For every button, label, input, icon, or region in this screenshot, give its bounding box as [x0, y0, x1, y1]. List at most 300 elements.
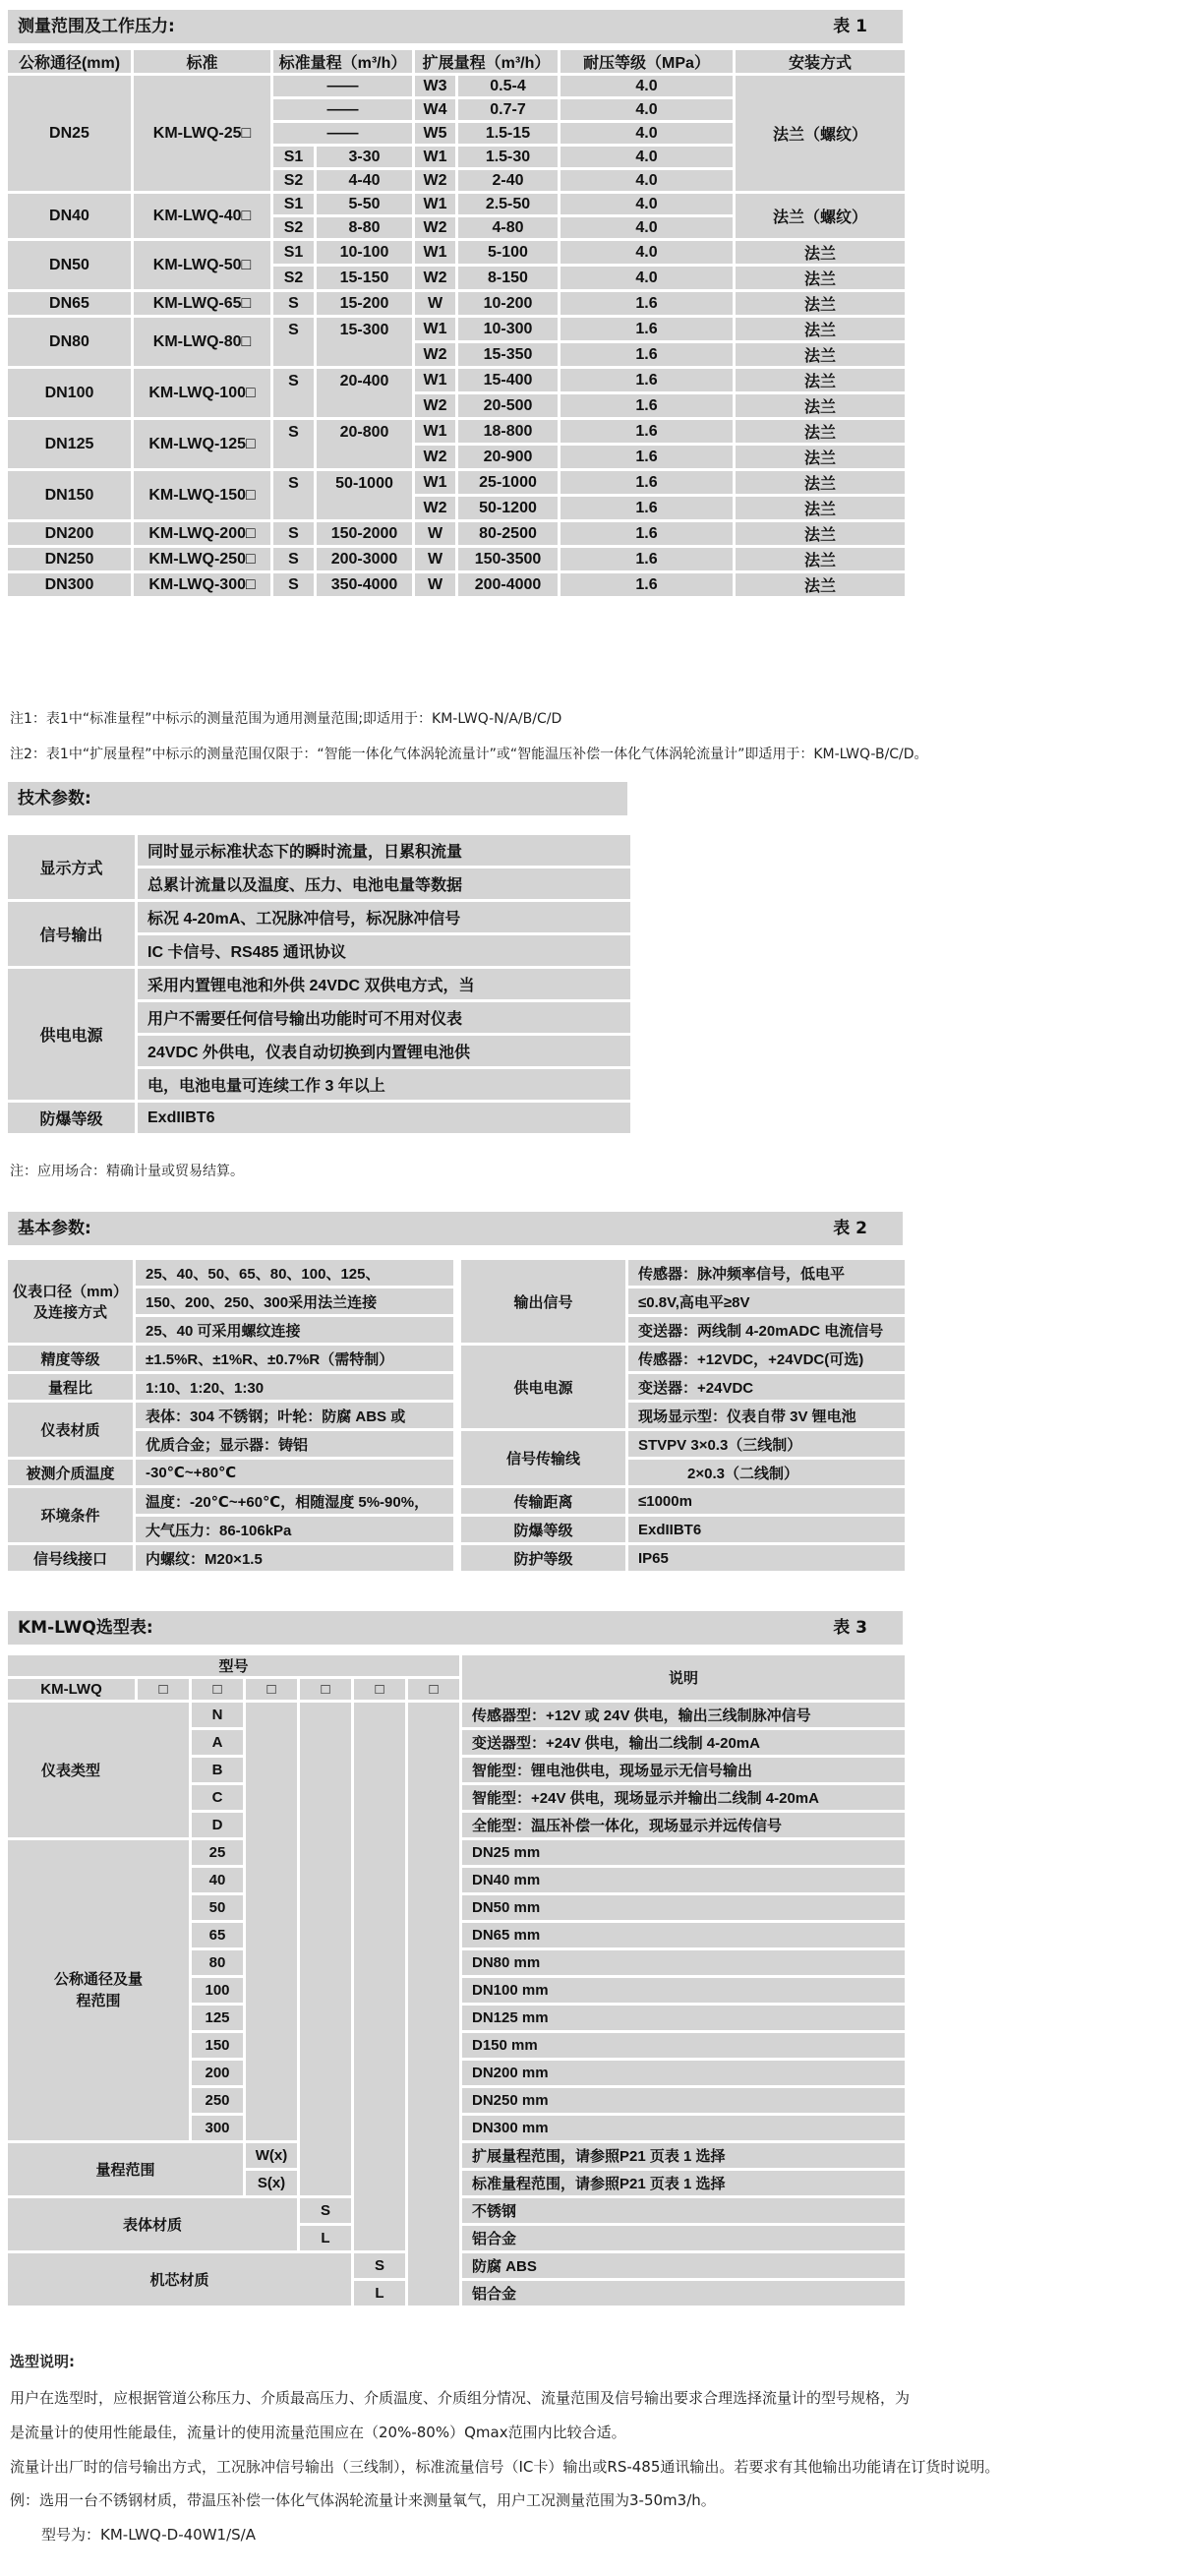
pressure-cell: 1.6 — [560, 291, 735, 317]
type-desc: 智能型：锂电池供电，现场显示无信号输出 — [461, 1757, 907, 1784]
param-value: 用户不需要任何信号输出功能时可不用对仪表 — [137, 1001, 632, 1035]
param-value: 标况 4-20mA、工况脉冲信号，标况脉冲信号 — [137, 901, 632, 934]
table-number: 表 3 — [833, 1618, 867, 1638]
dn-label — [7, 1839, 191, 2142]
param-label: 供电电源 — [7, 968, 137, 1102]
core-desc: 防腐 ABS — [461, 2252, 907, 2280]
model-cell: KM-LWQ-300□ — [133, 572, 272, 598]
param-label: 输出信号 — [460, 1259, 627, 1345]
ext-range-cell: 200-4000 — [457, 572, 560, 598]
ext-code-cell: W1 — [414, 193, 457, 216]
pressure-cell: 4.0 — [560, 146, 735, 169]
ext-range-cell: 5-100 — [457, 240, 560, 266]
code-box: □ — [245, 1678, 299, 1702]
table-row — [7, 521, 907, 547]
dn-desc: DN200 mm — [461, 2060, 907, 2087]
param-label: 防爆等级 — [460, 1516, 627, 1544]
section-title: 技术参数: — [18, 789, 91, 809]
pressure-cell: 1.6 — [560, 445, 735, 470]
ext-code-cell: W3 — [414, 75, 457, 98]
dn-desc: DN25 mm — [461, 1839, 907, 1867]
body-code: S — [299, 2197, 353, 2225]
install-cell: 法兰 — [735, 393, 907, 419]
table-row — [7, 291, 907, 317]
type-desc: 变送器型：+24V 供电，输出二线制 4-20mA — [461, 1729, 907, 1757]
range-desc: 扩展量程范围，请参照P21 页表 1 选择 — [461, 2142, 907, 2170]
std-range-cell: 350-4000 — [316, 572, 414, 598]
ext-code-cell: W1 — [414, 146, 457, 169]
param-value: 25、40、50、65、80、100、125、 — [135, 1259, 455, 1288]
section-title: 基本参数: — [18, 1219, 91, 1238]
ext-code-cell: W2 — [414, 266, 457, 291]
param-value: 现场显示型：仪表自带 3V 锂电池 — [627, 1402, 907, 1430]
param-value: 24VDC 外供电，仪表自动切换到内置锂电池供 — [137, 1035, 632, 1068]
std-range-cell: —— — [272, 98, 414, 122]
selection-paragraph: 用户在选型时，应根据管道公称压力、介质最高压力、介质温度、介质组分情况、流量范围及信号输出要求合理选择流量计的型号规格，为 — [10, 2389, 911, 2407]
std-range-cell: —— — [272, 75, 414, 98]
param-label: 信号输出 — [7, 901, 137, 968]
param-value: 传感器：+12VDC，+24VDC(可选) — [627, 1345, 907, 1373]
type-desc: 传感器型：+12V 或 24V 供电，输出三线制脉冲信号 — [461, 1702, 907, 1729]
pressure-cell: 1.6 — [560, 470, 735, 496]
section-title: 测量范围及工作压力: — [18, 17, 175, 36]
ext-code-cell: W1 — [414, 470, 457, 496]
ext-code-cell: W1 — [414, 419, 457, 445]
type-desc: 智能型：+24V 供电，现场显示并输出二线制 4-20mA — [461, 1784, 907, 1812]
ext-code-cell: W — [414, 547, 457, 572]
install-cell: 法兰 — [735, 342, 907, 368]
param-value: 150、200、250、300采用法兰连接 — [135, 1288, 455, 1316]
pressure-cell: 4.0 — [560, 193, 735, 216]
ext-range-cell: 1.5-30 — [457, 146, 560, 169]
selection-paragraph: 例：选用一台不锈钢材质，带温压补偿一体化气体涡轮流量计来测量氧气，用户工况测量范围为3-50m3/h。 — [10, 2491, 716, 2509]
model-cell: KM-LWQ-100□ — [133, 368, 272, 419]
dn-code: 65 — [191, 1922, 245, 1949]
std-range-cell: 8-80 — [316, 216, 414, 240]
ext-range-cell: 18-800 — [457, 419, 560, 445]
dn-code: 25 — [191, 1839, 245, 1867]
selection-paragraph: 流量计出厂时的信号输出方式，工况脉冲信号输出（三线制），标准流量信号（IC卡）输出或RS-485通讯输出。若要求有其他输出功能请在订货时说明。 — [10, 2458, 1000, 2476]
body-code: L — [299, 2225, 353, 2252]
std-code-cell: S — [272, 317, 316, 368]
table-row — [7, 1373, 455, 1402]
dn-code: 50 — [191, 1894, 245, 1922]
table-header-row — [7, 1654, 907, 1678]
std-code-cell: S2 — [272, 266, 316, 291]
install-cell: 法兰 — [735, 266, 907, 291]
desc-header: 说明 — [461, 1654, 907, 1702]
dn-code: 200 — [191, 2060, 245, 2087]
param-value: ExdIIBT6 — [627, 1516, 907, 1544]
dn-cell: DN80 — [7, 317, 133, 368]
application-note: 注：应用场合：精确计量或贸易结算。 — [10, 1164, 244, 1179]
table-row — [7, 1402, 455, 1430]
dn-desc: DN65 mm — [461, 1922, 907, 1949]
model-code: KM-LWQ — [7, 1678, 137, 1702]
param-label: 精度等级 — [7, 1345, 135, 1373]
install-cell: 法兰 — [735, 445, 907, 470]
std-code-cell: S2 — [272, 216, 316, 240]
code-box: □ — [353, 1678, 407, 1702]
table-row — [7, 317, 907, 342]
dn-desc: DN300 mm — [461, 2115, 907, 2142]
ext-code-cell: W2 — [414, 216, 457, 240]
pressure-cell: 1.6 — [560, 572, 735, 598]
install-cell: 法兰 — [735, 368, 907, 393]
selection-table — [5, 1652, 908, 2308]
ext-range-cell: 8-150 — [457, 266, 560, 291]
core-label: 机芯材质 — [7, 2252, 353, 2307]
param-label: 供电电源 — [460, 1345, 627, 1430]
table-row — [7, 240, 907, 266]
std-range-cell: —— — [272, 122, 414, 146]
pressure-cell: 4.0 — [560, 240, 735, 266]
ext-range-cell: 25-1000 — [457, 470, 560, 496]
table-row — [7, 1459, 455, 1487]
table-row — [460, 1544, 907, 1573]
pressure-cell: 4.0 — [560, 98, 735, 122]
std-range-cell: 150-2000 — [316, 521, 414, 547]
ext-code-cell: W5 — [414, 122, 457, 146]
dn-desc: DN40 mm — [461, 1867, 907, 1894]
dn-desc: DN250 mm — [461, 2087, 907, 2115]
pressure-cell: 1.6 — [560, 521, 735, 547]
model-cell: KM-LWQ-80□ — [133, 317, 272, 368]
param-value: 变送器：+24VDC — [627, 1373, 907, 1402]
section-header-basic-params — [8, 1212, 903, 1245]
ext-range-cell: 2-40 — [457, 169, 560, 193]
ext-code-cell: W — [414, 572, 457, 598]
install-cell: 法兰 — [735, 547, 907, 572]
dn-cell: DN100 — [7, 368, 133, 419]
section-title: KM-LWQ选型表: — [18, 1618, 153, 1638]
param-value: 1:10、1:20、1:30 — [135, 1373, 455, 1402]
dn-desc: DN125 mm — [461, 2005, 907, 2032]
install-cell: 法兰 — [735, 521, 907, 547]
std-range-cell: 15-300 — [316, 317, 414, 368]
param-value: 同时显示标准状态下的瞬时流量，日累积流量 — [137, 834, 632, 868]
type-desc: 全能型：温压补偿一体化，现场显示并远传信号 — [461, 1812, 907, 1839]
param-label: 被测介质温度 — [7, 1459, 135, 1487]
ext-range-cell: 15-400 — [457, 368, 560, 393]
code-box: □ — [407, 1678, 461, 1702]
body-label: 表体材质 — [7, 2197, 299, 2252]
std-range-cell: 3-30 — [316, 146, 414, 169]
param-value: 采用内置锂电池和外供 24VDC 双供电方式，当 — [137, 968, 632, 1001]
param-value: 传感器：脉冲频率信号，低电平 — [627, 1259, 907, 1288]
ext-range-cell: 10-200 — [457, 291, 560, 317]
table-row — [7, 193, 907, 216]
section-header-measure-range — [8, 10, 903, 43]
ext-range-cell: 10-300 — [457, 317, 560, 342]
type-code: A — [191, 1729, 245, 1757]
std-range-cell: 20-400 — [316, 368, 414, 419]
model-cell: KM-LWQ-50□ — [133, 240, 272, 291]
param-value: 大气压力：86-106kPa — [135, 1516, 455, 1544]
dn-cell: DN25 — [7, 75, 133, 193]
range-code: W(x) — [245, 2142, 299, 2170]
model-cell: KM-LWQ-250□ — [133, 547, 272, 572]
ext-code-cell: W1 — [414, 368, 457, 393]
param-value: IP65 — [627, 1544, 907, 1573]
range-label: 量程范围 — [7, 2142, 245, 2197]
install-cell: 法兰 — [735, 291, 907, 317]
core-code: L — [353, 2280, 407, 2307]
std-code-cell: S2 — [272, 169, 316, 193]
std-code-cell: S — [272, 521, 316, 547]
dn-cell: DN50 — [7, 240, 133, 291]
ext-range-cell: 0.5-4 — [457, 75, 560, 98]
ext-code-cell: W — [414, 291, 457, 317]
pressure-cell: 4.0 — [560, 122, 735, 146]
std-range-cell: 15-150 — [316, 266, 414, 291]
param-value: ±1.5%R、±1%R、±0.7%R（需特制） — [135, 1345, 455, 1373]
ext-code-cell: W — [414, 521, 457, 547]
note-2: 注2：表1中“扩展量程”中标示的测量范围仅限于：“智能一体化气体涡轮流量计”或“智能温压补偿一体化气体涡轮流量计”即适用于：KM-LWQ-B/C/D。 — [10, 747, 928, 762]
param-value: 内螺纹：M20×1.5 — [135, 1544, 455, 1573]
model-header: 型号 — [7, 1654, 461, 1678]
code-box: □ — [299, 1678, 353, 1702]
std-range-cell: 20-800 — [316, 419, 414, 470]
std-code-cell: S — [272, 547, 316, 572]
type-code: N — [191, 1702, 245, 1729]
param-value: ≤0.8V,高电平≥8V — [627, 1288, 907, 1316]
ext-code-cell: W1 — [414, 240, 457, 266]
std-range-cell: 15-200 — [316, 291, 414, 317]
table-row — [7, 1702, 907, 1729]
std-code-cell: S1 — [272, 146, 316, 169]
param-label: 信号线接口 — [7, 1544, 135, 1573]
table-row — [7, 1102, 632, 1135]
ext-range-cell: 20-500 — [457, 393, 560, 419]
param-label: 信号传输线 — [460, 1430, 627, 1487]
std-code-cell: S — [272, 419, 316, 470]
install-cell: 法兰 — [735, 496, 907, 521]
dn-code: 300 — [191, 2115, 245, 2142]
basic-params-right-table — [458, 1257, 908, 1574]
ext-range-cell: 150-3500 — [457, 547, 560, 572]
param-value: 优质合金；显示器：铸铝 — [135, 1430, 455, 1459]
param-value: -30℃~+80℃ — [135, 1459, 455, 1487]
ext-range-cell: 0.7-7 — [457, 98, 560, 122]
pressure-cell: 4.0 — [560, 216, 735, 240]
core-code: S — [353, 2252, 407, 2280]
dn-cell: DN250 — [7, 547, 133, 572]
table-number: 表 1 — [833, 17, 867, 36]
dn-cell: DN300 — [7, 572, 133, 598]
dn-code: 100 — [191, 1977, 245, 2005]
pressure-cell: 4.0 — [560, 169, 735, 193]
header-cell: 公称通径(mm) — [7, 49, 133, 75]
model-cell: KM-LWQ-40□ — [133, 193, 272, 240]
param-label: 仪表材质 — [7, 1402, 135, 1459]
std-range-cell: 50-1000 — [316, 470, 414, 521]
pressure-cell: 1.6 — [560, 547, 735, 572]
model-cell: KM-LWQ-125□ — [133, 419, 272, 470]
body-desc: 不锈钢 — [461, 2197, 907, 2225]
type-code: D — [191, 1812, 245, 1839]
std-code-cell: S — [272, 572, 316, 598]
param-value: 变送器：两线制 4-20mADC 电流信号 — [627, 1316, 907, 1345]
dn-cell: DN150 — [7, 470, 133, 521]
ext-range-cell: 80-2500 — [457, 521, 560, 547]
dn-code: 80 — [191, 1949, 245, 1977]
install-cell: 法兰 — [735, 240, 907, 266]
install-cell: 法兰（螺纹） — [735, 75, 907, 193]
param-label: 防爆等级 — [7, 1102, 137, 1135]
ext-code-cell: W2 — [414, 496, 457, 521]
param-value: 电，电池电量可连续工作 3 年以上 — [137, 1068, 632, 1102]
basic-params-left-table — [5, 1257, 456, 1574]
table-row — [7, 419, 907, 445]
param-value: STVPV 3×0.3（三线制） — [627, 1430, 907, 1459]
table-row — [7, 834, 632, 868]
header-cell: 耐压等级（MPa） — [560, 49, 735, 75]
ext-code-cell: W2 — [414, 342, 457, 368]
param-label: 环境条件 — [7, 1487, 135, 1544]
pressure-cell: 1.6 — [560, 419, 735, 445]
dn-desc: D150 mm — [461, 2032, 907, 2060]
table-row — [7, 572, 907, 598]
measure-range-table — [5, 47, 908, 599]
std-code-cell: S1 — [272, 193, 316, 216]
selection-example: 型号为：KM-LWQ-D-40W1/S/A — [41, 2526, 256, 2544]
code-box: □ — [137, 1678, 191, 1702]
std-range-cell: 5-50 — [316, 193, 414, 216]
dn-desc: DN100 mm — [461, 1977, 907, 2005]
model-cell: KM-LWQ-25□ — [133, 75, 272, 193]
header-cell: 扩展量程（m³/h） — [414, 49, 560, 75]
param-label: 仪表口径（mm）及连接方式 — [7, 1259, 135, 1345]
section-header-tech-params — [8, 782, 627, 815]
range-code: S(x) — [245, 2170, 299, 2197]
ext-code-cell: W2 — [414, 169, 457, 193]
param-value: 25、40 可采用螺纹连接 — [135, 1316, 455, 1345]
std-code-cell: S — [272, 470, 316, 521]
dn-label-text: 公称通径及量程范围 — [54, 1970, 144, 2009]
type-label: 仪表类型 — [7, 1702, 191, 1839]
table-row — [460, 1516, 907, 1544]
pressure-cell: 1.6 — [560, 368, 735, 393]
param-value: ≤1000m — [627, 1487, 907, 1516]
pressure-cell: 1.6 — [560, 317, 735, 342]
ext-range-cell: 2.5-50 — [457, 193, 560, 216]
table-row — [7, 1544, 455, 1573]
table-row — [7, 75, 907, 98]
table-row — [7, 470, 907, 496]
table-row — [7, 1259, 455, 1288]
dn-code: 125 — [191, 2005, 245, 2032]
pressure-cell: 4.0 — [560, 75, 735, 98]
pressure-cell: 1.6 — [560, 342, 735, 368]
selection-paragraph: 是流量计的使用性能最佳，流量计的使用流量范围应在（20%-80%）Qmax范围内比较合适。 — [10, 2424, 626, 2441]
param-value: 总累计流量以及温度、压力、电池电量等数据 — [137, 868, 632, 901]
range-desc: 标准量程范围，请参照P21 页表 1 选择 — [461, 2170, 907, 2197]
param-label: 防护等级 — [460, 1544, 627, 1573]
selection-title: 选型说明: — [10, 2353, 75, 2370]
body-desc: 铝合金 — [461, 2225, 907, 2252]
std-code-cell: S1 — [272, 240, 316, 266]
param-value: ExdIIBT6 — [137, 1102, 632, 1135]
install-cell: 法兰 — [735, 572, 907, 598]
std-range-cell: 10-100 — [316, 240, 414, 266]
table-row — [7, 1487, 455, 1516]
model-cell: KM-LWQ-200□ — [133, 521, 272, 547]
table-row — [460, 1345, 907, 1373]
std-range-cell: 4-40 — [316, 169, 414, 193]
install-cell: 法兰 — [735, 419, 907, 445]
pressure-cell: 4.0 — [560, 266, 735, 291]
type-code: B — [191, 1757, 245, 1784]
param-value: IC 卡信号、RS485 通讯协议 — [137, 934, 632, 968]
table-row — [460, 1430, 907, 1459]
code-box: □ — [191, 1678, 245, 1702]
dn-code: 250 — [191, 2087, 245, 2115]
core-desc: 铝合金 — [461, 2280, 907, 2307]
table-row — [7, 901, 632, 934]
ext-code-cell: W2 — [414, 445, 457, 470]
ext-range-cell: 1.5-15 — [457, 122, 560, 146]
header-cell: 安装方式 — [735, 49, 907, 75]
install-cell: 法兰 — [735, 470, 907, 496]
install-cell: 法兰（螺纹） — [735, 193, 907, 240]
table-row — [7, 547, 907, 572]
param-value: 表体：304 不锈钢；叶轮：防腐 ABS 或 — [135, 1402, 455, 1430]
table-header-row — [7, 49, 907, 75]
std-code-cell: S — [272, 291, 316, 317]
install-cell: 法兰 — [735, 317, 907, 342]
table-number: 表 2 — [833, 1219, 867, 1238]
dn-code: 150 — [191, 2032, 245, 2060]
model-cell: KM-LWQ-65□ — [133, 291, 272, 317]
param-label: 显示方式 — [7, 834, 137, 901]
std-range-cell: 200-3000 — [316, 547, 414, 572]
section-header-selection-table — [8, 1611, 903, 1645]
param-label: 量程比 — [7, 1373, 135, 1402]
std-code-cell: S — [272, 368, 316, 419]
table-row — [460, 1259, 907, 1288]
param-label: 传输距离 — [460, 1487, 627, 1516]
model-cell: KM-LWQ-150□ — [133, 470, 272, 521]
dn-cell: DN200 — [7, 521, 133, 547]
ext-range-cell: 4-80 — [457, 216, 560, 240]
dn-cell: DN125 — [7, 419, 133, 470]
param-value: 温度：-20℃~+60℃，相随湿度 5%-90%， — [135, 1487, 455, 1516]
pressure-cell: 1.6 — [560, 393, 735, 419]
ext-range-cell: 20-900 — [457, 445, 560, 470]
ext-code-cell: W1 — [414, 317, 457, 342]
table-row — [7, 968, 632, 1001]
note-1: 注1：表1中“标准量程”中标示的测量范围为通用测量范围;即适用于：KM-LWQ-N/A/B/C/D — [10, 711, 562, 727]
dn-cell: DN40 — [7, 193, 133, 240]
tech-params-table — [5, 832, 633, 1136]
dn-cell: DN65 — [7, 291, 133, 317]
ext-range-cell: 50-1200 — [457, 496, 560, 521]
dn-code: 40 — [191, 1867, 245, 1894]
param-value: 2×0.3（二线制） — [627, 1459, 907, 1487]
dn-desc: DN50 mm — [461, 1894, 907, 1922]
table-row — [7, 368, 907, 393]
ext-range-cell: 15-350 — [457, 342, 560, 368]
pressure-cell: 1.6 — [560, 496, 735, 521]
dn-desc: DN80 mm — [461, 1949, 907, 1977]
type-code: C — [191, 1784, 245, 1812]
ext-code-cell: W2 — [414, 393, 457, 419]
header-cell: 标准 — [133, 49, 272, 75]
ext-code-cell: W4 — [414, 98, 457, 122]
header-cell: 标准量程（m³/h） — [272, 49, 414, 75]
table-row — [7, 1345, 455, 1373]
